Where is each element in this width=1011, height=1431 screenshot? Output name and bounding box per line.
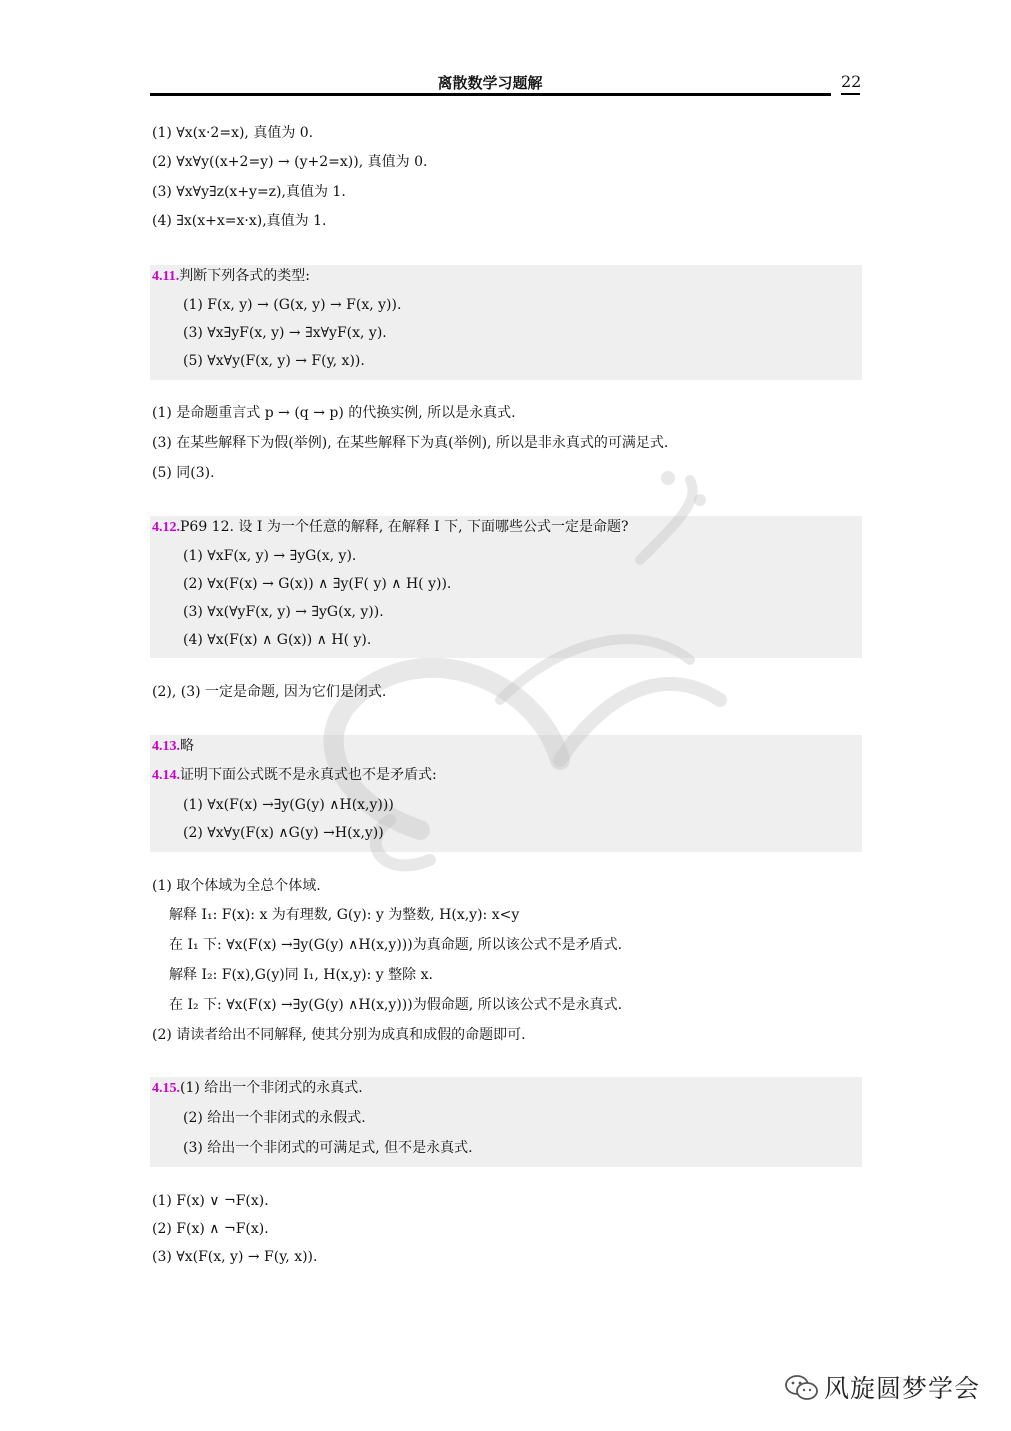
answer-detail-line: 解释 I₂: F(x),G(y)同 I₁, H(x,y): y 整除 x. [169,967,433,983]
wechat-logo-icon [784,1374,820,1402]
question-item: (3) ∀x(∀yF(x, y) → ∃yG(x, y)). [183,604,384,620]
question-prompt: 判断下列各式的类型: [179,268,310,284]
question-4-11-heading [152,266,310,287]
header-rule [150,93,831,96]
question-item: (2) 给出一个非闭式的永假式. [183,1110,366,1126]
question-number: 4.13. [152,739,180,754]
question-item: (5) ∀x∀y(F(x, y) → F(y, x)). [183,353,365,369]
question-item: (3) ∀x∃yF(x, y) → ∃x∀yF(x, y). [183,325,387,341]
question-number: 4.11. [152,269,180,284]
question-number: 4.14. [152,768,180,783]
question-item: (2) ∀x∀y(F(x) ∧G(y) →H(x,y)) [183,825,384,841]
question-prompt: 证明下面公式既不是永真式也不是矛盾式: [180,767,437,783]
question-item: (2) ∀x(F(x) → G(x)) ∧ ∃y(F( y) ∧ H( y)). [183,576,452,592]
question-4-13-heading [152,736,194,757]
question-item: (1) ∀xF(x, y) → ∃yG(x, y). [183,548,357,564]
answer-line: (2), (3) 一定是命题, 因为它们是闭式. [152,684,387,700]
question-item: (1) F(x, y) → (G(x, y) → F(x, y)). [183,297,402,313]
footer-account-name: 风旋圆梦学会 [824,1374,981,1403]
answer-line: (1) 取个体域为全总个体域. [152,878,321,894]
answer-detail-line: 解释 I₁: F(x): x 为有理数, G(y): y 为整数, H(x,y): x<y [169,907,520,923]
question-prompt: P69 12. 设 I 为一个任意的解释, 在解释 I 下, 下面哪些公式一定是命题? [180,519,629,535]
question-item: (3) 给出一个非闭式的可满足式, 但不是永真式. [183,1140,473,1156]
running-header-title: 离散数学习题解 [437,74,543,92]
answer-line: (5) 同(3). [152,465,215,481]
question-4-12-heading [152,517,629,538]
question-number: 4.15. [152,1081,180,1096]
question-number: 4.12. [152,520,180,535]
answer-line: (2) ∀x∀y((x+2=y) → (y+2=x)), 真值为 0. [152,154,428,170]
answer-line: (3) ∀x∀y∃z(x+y=z),真值为 1. [152,184,346,200]
answer-line: (3) 在某些解释下为假(举例), 在某些解释下为真(举例), 所以是非永真式的可满足式. [152,435,669,451]
question-4-14-heading [152,765,437,786]
answer-line: (2) 请读者给出不同解释, 使其分别为成真和成假的命题即可. [152,1027,526,1043]
answer-detail-line: 在 I₂ 下: ∀x(F(x) →∃y(G(y) ∧H(x,y)))为假命题, 所以该公式不是永真式. [169,997,623,1013]
question-4-15-heading [152,1078,363,1099]
question-prompt: (1) 给出一个非闭式的永真式. [180,1080,363,1096]
question-item: (4) ∀x(F(x) ∧ G(x)) ∧ H( y). [183,632,372,648]
answer-line: (1) 是命题重言式 p → (q → p) 的代换实例, 所以是永真式. [152,405,516,421]
answer-line: (3) ∀x(F(x, y) → F(y, x)). [152,1249,318,1265]
answer-line: (1) F(x) ∨ ¬F(x). [152,1193,269,1209]
question-prompt: 略 [180,738,194,754]
page-number-rule [841,93,860,95]
answer-detail-line: 在 I₁ 下: ∀x(F(x) →∃y(G(y) ∧H(x,y)))为真命题, 所以该公式不是矛盾式. [169,937,623,953]
answer-line: (4) ∃x(x+x=x·x),真值为 1. [152,213,327,229]
page-number: 22 [841,72,862,91]
answer-line: (1) ∀x(x·2=x), 真值为 0. [152,125,314,141]
question-item: (1) ∀x(F(x) →∃y(G(y) ∧H(x,y))) [183,797,394,813]
answer-line: (2) F(x) ∧ ¬F(x). [152,1221,269,1237]
